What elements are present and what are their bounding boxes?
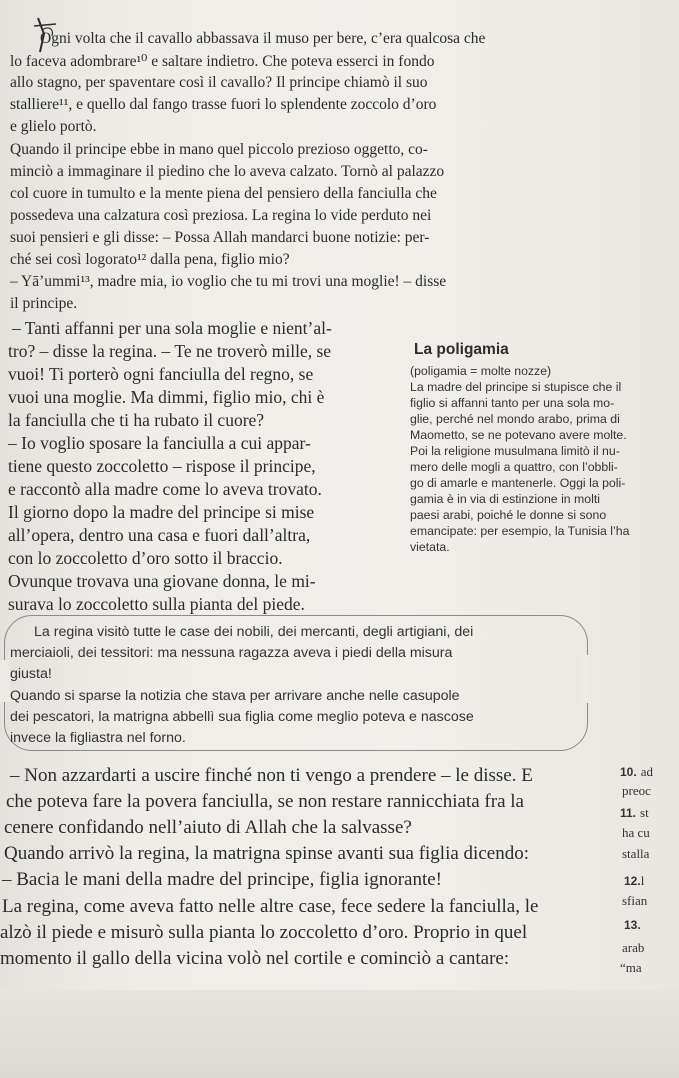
margin-note: stalla [622,846,650,861]
sidebar-line: La madre del principe si stupisce che il [410,380,622,394]
sidebar-line: vietata. [410,540,450,554]
text-line: possedeva una calzatura così preziosa. La regina lo vide perduto nei [10,207,432,224]
text-line: Ogni volta che il cavallo abbassava il muso per bere, c’era qualcosa che [40,30,486,47]
footnote-text: st [640,805,649,820]
summary-line: giusta! [10,666,52,682]
text-line: vuoi! Ti porterò ogni fanciulla del regno, se [8,364,314,384]
sidebar-line: Poi la religione musulmana limitò il nu- [410,444,620,458]
text-line: – Yā’ummi¹³, madre mia, io voglio che tu mi trovi una moglie! – disse [10,273,447,290]
footnote-number: 10. [620,765,637,779]
summary-line: dei pescatori, la matrigna abbellì sua figlia come meglio poteva e nascose [10,709,474,725]
text-line: Il giorno dopo la madre del principe si mise [8,502,315,522]
summary-box-gap [580,655,590,703]
text-line: la fanciulla che ti ha rubato il cuore? [8,410,265,430]
text-line: e raccontò alla madre come lo aveva trovato. [8,479,322,499]
margin-note: ha cu [622,825,650,840]
text-line: col cuore in tumulto e la mente piena del pensiero della fanciulla che [10,185,437,202]
summary-line: La regina visitò tutte le case dei nobili, dei mercanti, degli artigiani, dei [34,624,474,640]
sidebar-line: gamia è in via di estinzione in molti [410,492,601,506]
text-line: con lo zoccoletto d’oro sotto il braccio. [8,548,283,568]
margin-note: preoc [622,783,651,798]
sidebar-title: La poligamia [414,341,509,358]
text-line: stalliere¹¹, e quello dal fango trasse fuori lo splendente zoccolo d’oro [10,96,437,113]
footnote-number: 13. [624,918,641,932]
text-line: – Non azzardarti a uscire finché non ti vengo a prendere – le disse. E [10,765,533,786]
text-line: cenere confidando nell’aiuto di Allah che la salvasse? [4,817,412,838]
text-line: surava lo zoccoletto sulla pianta del piede. [8,594,305,614]
footnote-number: 12. [624,874,641,888]
text-line: – Tanti affanni per una sola moglie e nient’al- [12,318,332,338]
summary-box-gap [0,660,10,702]
text-line: alzò il piede e misurò sulla pianta lo zoccoletto d’oro. Proprio in quel [0,922,528,943]
text-line: all’opera, dentro una casa e fuori dall’altra, [8,525,311,545]
sidebar-line: figlio si affanni tanto per una sola mo- [410,396,615,410]
text-line: minciò a immaginare il piedino che lo aveva calzato. Tornò al palazzo [10,163,445,180]
text-line: suoi pensieri e gli disse: – Possa Allah mandarci buone notizie: per- [10,229,430,246]
margin-note: “ma [620,960,642,975]
text-line: ché sei così logorato¹² dalla pena, figlio mio? [10,251,290,268]
page-shadow [0,990,679,1078]
sidebar-line: mero delle mogli a quattro, con l’obbli- [410,460,618,474]
margin-note [624,872,644,890]
sidebar-line: (poligamia = molte nozze) [410,364,552,378]
text-line: tro? – disse la regina. – Te ne troverò mille, se [8,341,332,361]
text-line: momento il gallo della vicina volò nel cortile e cominciò a cantare: [0,948,510,969]
text-line: allo stagno, per spaventare così il cavallo? Il principe chiamò il suo [10,74,428,91]
text-line: e glielo portò. [10,118,97,135]
text-line: – Bacia le mani della madre del principe, figlia ignorante! [2,869,442,890]
sidebar-line: paesi arabi, poiché le donne si sono [410,508,607,522]
footnote-text: l [640,873,645,888]
margin-note: sfian [622,893,648,908]
sidebar-line: go di amarle e mantenerle. Oggi la poli- [410,476,626,490]
summary-line: invece la figliastra nel forno. [10,730,186,746]
text-line: il principe. [10,295,78,312]
summary-line: Quando si sparse la notizia che stava per arrivare anche nelle casupole [10,688,460,704]
text-line: Quando arrivò la regina, la matrigna spinse avanti sua figlia dicendo: [4,843,529,864]
margin-note: arab [622,940,645,955]
text-line: vuoi una moglie. Ma dimmi, figlio mio, chi è [8,387,325,407]
summary-line: merciaioli, dei tessitori: ma nessuna ragazza aveva i piedi della misura [10,645,453,661]
text-line: Quando il principe ebbe in mano quel piccolo prezioso oggetto, co- [10,141,428,158]
margin-note [620,763,653,781]
text-line: che poteva fare la povera fanciulla, se non restare rannicchiata fra la [6,791,524,812]
margin-note [620,804,649,822]
text-line: – Io voglio sposare la fanciulla a cui appar- [8,433,311,453]
text-line: tiene questo zoccoletto – rispose il principe, [8,456,316,476]
text-line: lo faceva adombrare¹⁰ e saltare indietro. Che poteva esserci in fondo [10,53,435,70]
text-line: Ovunque trovava una giovane donna, le mi- [8,571,316,591]
text-line: La regina, come aveva fatto nelle altre case, fece sedere la fanciulla, le [2,896,539,917]
sidebar-line: Maometto, se ne potevano avere molte. [410,428,627,442]
footnote-text: ad [640,764,653,779]
sidebar-line: glie, perché nel mondo arabo, prima di [410,412,620,426]
footnote-number: 11. [620,806,637,820]
sidebar-line: emancipate: per esempio, la Tunisia l’ha [410,524,630,538]
